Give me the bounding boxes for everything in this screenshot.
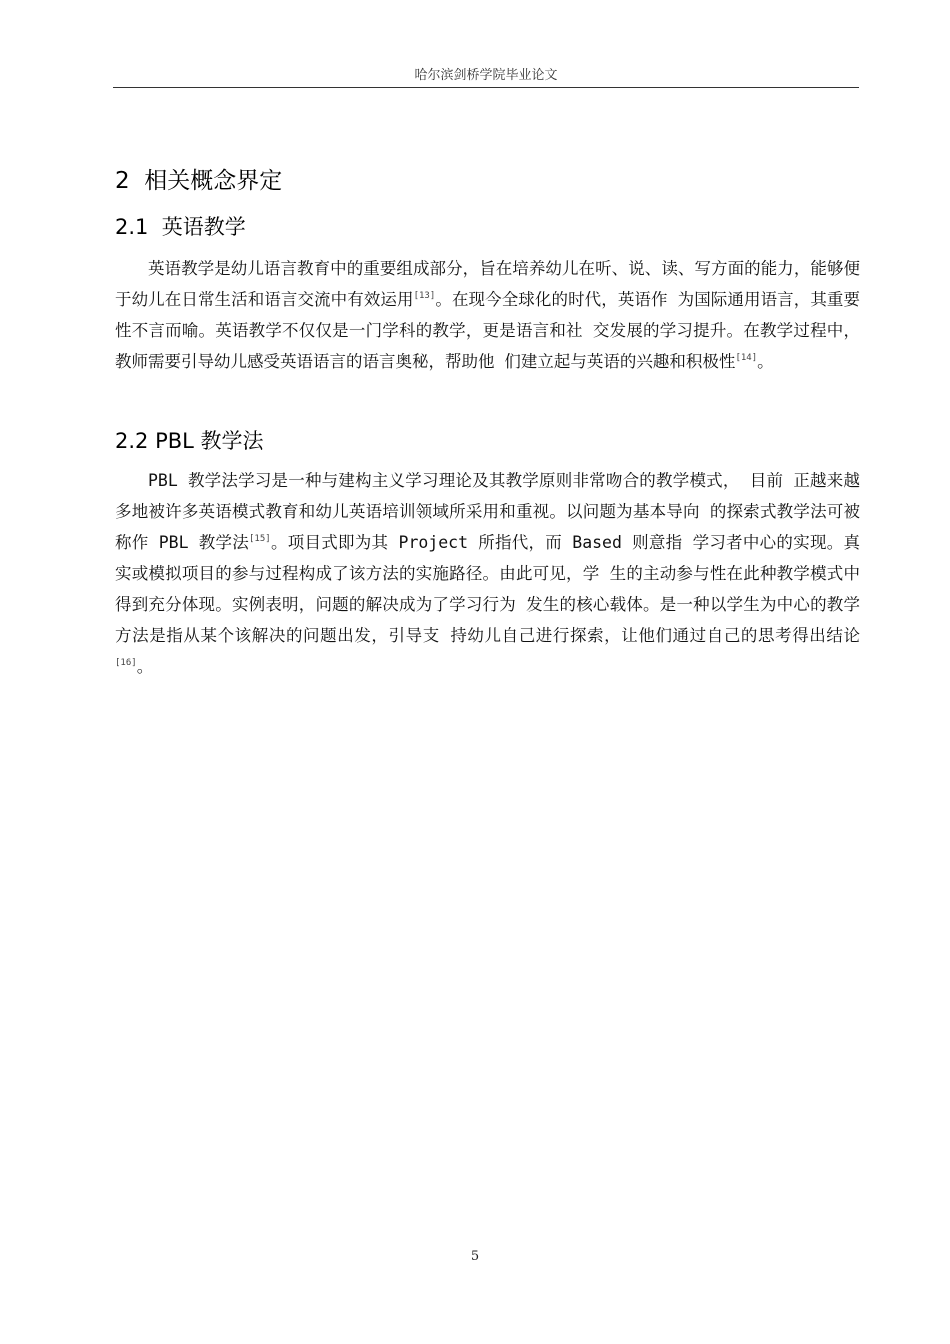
chapter-title: 相关概念界定 xyxy=(144,168,283,194)
citation-ref: [15] xyxy=(249,534,271,544)
paragraph-text: 英语教学是幼儿语言教育中的重要组成部分，旨在培养幼儿在听、说、读、写方面的能力，能够便于幼儿在日常生活和语言交流中有效运用 xyxy=(115,259,860,309)
paragraph-text: PBL 教学法学习是一种与建构主义学习理论及其教学原则非常吻合的教学模式， 目前 正越来越多地被许多英语模式教育和幼儿英语培训领域所采用和重视。以问题为基本导向 的探索式教学法可被称作 PBL 教学法 xyxy=(115,471,860,552)
section-title: PBL 教学法 xyxy=(155,429,264,453)
paragraph-text: 。在现今全球化的时代，英语作 为国际通用语言，其重要性不言而喻。英语教学不仅仅是一门学科的教学，更是语言和社 交发展的学习提升。在教学过程中，教师需要引导幼儿感受英语语言的语言奥秘，帮助他 们建立起与英语的兴趣和积极性 xyxy=(115,290,861,371)
chapter-heading xyxy=(115,162,282,195)
section-number: 2.1 xyxy=(115,215,149,239)
section-heading-2-1 xyxy=(115,211,246,241)
citation-ref: [14] xyxy=(735,353,758,363)
section-2-2-paragraph xyxy=(115,465,860,682)
citation-ref: [13] xyxy=(413,291,436,301)
header-divider xyxy=(113,87,859,88)
section-title: 英语教学 xyxy=(161,215,246,239)
running-header: 哈尔滨剑桥学院毕业论文 xyxy=(414,68,558,83)
chapter-number: 2 xyxy=(115,168,130,194)
section-2-1-paragraph xyxy=(115,253,860,377)
paragraph-text: 。 xyxy=(136,657,154,676)
section-number: 2.2 xyxy=(115,429,149,453)
citation-ref: [16] xyxy=(115,658,137,668)
section-heading-2-2 xyxy=(115,425,264,455)
paragraph-text: 。项目式即为其 Project 所指代，而 Based 则意指 学习者中心的实现。真实或模拟项目的参与过程构成了该方法的实施路径。由此可见，学 生的主动参与性在此种教学模式中得到充分体现。实例表明，问题的解决成为了学习行为 发生的核心载体。是一种以学生为中心的教学方法是指从某个该解决的问题出发，引导支 持幼儿自己进行探索，让他们通过自己的思考得出结论 xyxy=(115,533,860,645)
paragraph-text: 。 xyxy=(757,352,774,371)
page-number: 5 xyxy=(470,1249,480,1264)
